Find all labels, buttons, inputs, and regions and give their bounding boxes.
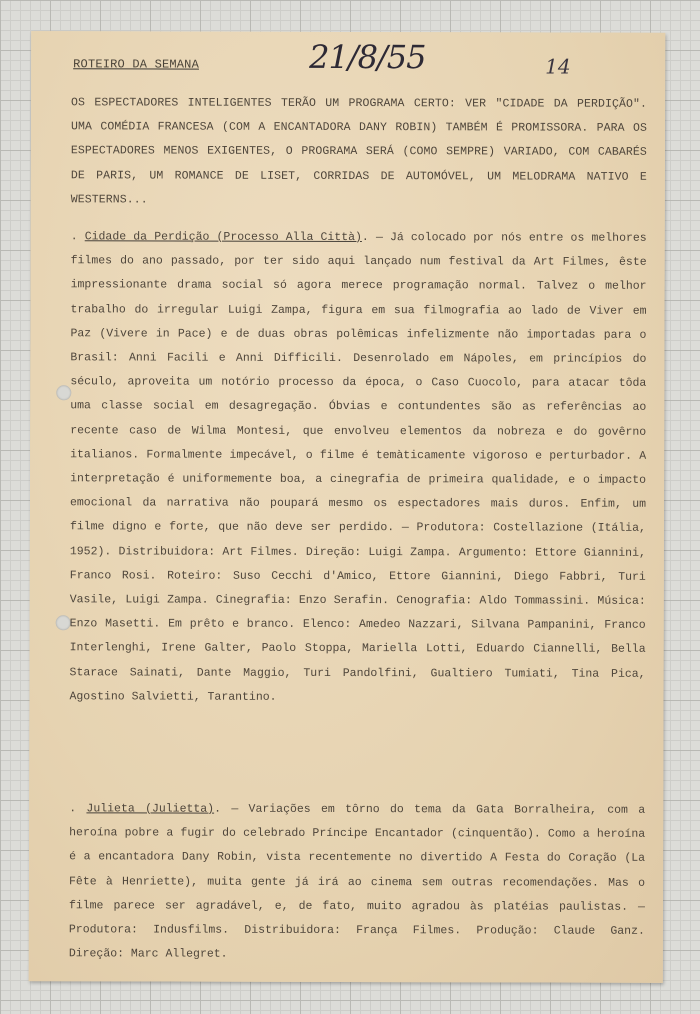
film-title: Cidade da Perdição (Processo Alla Città) <box>84 230 362 245</box>
review-paragraph: . Cidade da Perdição (Processo Alla Città). — Já colocado por nós entre os melhores filmes do ano passado, por ter sido aqui lançado num festival da Art Filmes, êste impressionante drama social só agora merece programação normal. Talvez o melhor trabalho do irregular Luigi Zampa, figura em sua filmografia ao lado de Viver em Paz (Vivere in Pace) e de duas obras polêmicas infelizmente não importadas para o Brasil: Anni Facili e Anni Difficili. Desenrolado em Nápoles, em princípios do século, aproveita um notório processo da época, o Caso Cuocolo, para atacar tôda uma classe social em desagregação. Óbvias e contundentes são as referências ao recente caso de Wilma Montesi, que envolveu elementos da nobreza e do govêrno italianos. Formalmente impecável, o filme é temàticamente vigoroso e perturbador. A interpretação é uniformemente boa, a cinegrafia de primeira qualidade, e o impacto emocional da narrativa não poupará mesmo os espectadores mais duros. Enfim, um filme digno e forte, que não deve ser perdido. — Produtora: Costellazione (Itália, 1952). Distribuidora: Art Filmes. Direção: Luigi Zampa. Argumento: Ettore Giannini, Franco Rosi. Roteiro: Suso Cecchi d'Amico, Ettore Giannini, Diego Fabbri, Turi Vasile, Luigi Zampa. Cinegrafia: Enzo Serafin. Cenografia: Aldo Tommassini. Música: Enzo Masetti. Em prêto e branco. Elenco: Amedeo Nazzari, Silvana Pampanini, Franco Interlenghi, Irene Galter, Paolo Stoppa, Mariella Lotti, Eduardo Ciannelli, Bella Starace Sainati, Dante Maggio, Turi Pandolfini, Gualtiero Tumiati, Tina Pica, Agostino Salvietti, Tarantino. <box>69 230 647 704</box>
review-body: — Já colocado por nós entre os melhores filmes do ano passado, por ter sido aqui lançado num festival da Art Filmes, êste impressionante drama social só agora merece programação normal. Talvez o melhor trabalho do irregular Luigi Zampa, figura em sua filmografia ao lado de Viver em Paz (Vivere in Pace) e de duas obras polêmicas infelizmente não importadas para o Brasil: Anni Facili e Anni Difficili. Desenrolado em Nápoles, em princípios do século, aproveita um notório processo da época, o Caso Cuocolo, para atacar tôda uma classe social em desagregação. Óbvias e contundentes são as referências ao recente caso de Wilma Montesi, que envolveu elementos da nobreza e do govêrno italianos. Formalmente impecável, o filme é temàticamente vigoroso e perturbador. A interpretação é uniformemente boa, a cinegrafia de primeira qualidade, e o impacto emocional da narrativa não poupará mesmo os espectadores mais duros. Enfim, um filme digno e forte, que não deve ser perdido. — Produtora: Costellazione (Itália, 1952). Distribuidora: Art Filmes. Direção: Luigi Zampa. Argumento: Ettore Giannini, Franco Rosi. Roteiro: Suso Cecchi d'Amico, Ettore Giannini, Diego Fabbri, Turi Vasile, Luigi Zampa. Cinegrafia: Enzo Serafin. Cenografia: Aldo Tommassini. Música: Enzo Masetti. Em prêto e branco. Elenco: Amedeo Nazzari, Silvana Pampanini, Franco Interlenghi, Irene Galter, Paolo Stoppa, Mariella Lotti, Eduardo Ciannelli, Bella Starace Sainati, Dante Maggio, Turi Pandolfini, Gualtiero Tumiati, Tina Pica, Agostino Salvietti, Tarantino. <box>69 231 647 704</box>
punch-hole <box>56 615 71 630</box>
header-title: ROTEIRO DA SEMANA <box>73 57 200 72</box>
typed-document-sheet <box>29 31 665 983</box>
handwritten-date: 21/8/55 <box>309 37 426 77</box>
handwritten-page-number: 14 <box>545 54 571 79</box>
review-paragraph: . Julieta (Julietta). — Variações em tôrno do tema da Gata Borralheira, com a heroína pobre a fugir do celebrado Príncipe Encantador (cinquentão). Como a heroína é a encantadora Dany Robin, vista recentemente no divertido A Festa do Coração (La Fête à Henriette), muita gente já irá ao cinema sem outras recomendações. Mas o filme parece ser agradável, e, de fato, muito agradou às platéias paulistas. — Produtora: Indusfilms. Distribuidora: França Filmes. Produção: Claude Ganz. Direção: Marc Allegret. <box>68 802 646 961</box>
review-body: — Variações em tôrno do tema da Gata Borralheira, com a heroína pobre a fugir do celebrado Príncipe Encantador (cinquentão). Como a heroína é a encantadora Dany Robin, vista recentemente no divertido A Festa do Coração (La Fête à Henriette), muita gente já irá ao cinema sem outras recomendações. Mas o filme parece ser agradável, e, de fato, muito agradou às platéias paulistas. — Produtora: Indusfilms. Distribuidora: França Filmes. Produção: Claude Ganz. Direção: Marc Allegret. <box>68 802 646 961</box>
film-title: Julieta (Julietta) <box>86 802 215 816</box>
punch-hole <box>56 385 71 400</box>
intro-paragraph: OS ESPECTADORES INTELIGENTES TERÃO UM PROGRAMA CERTO: VER "CIDADE DA PERDIÇÃO". UMA COMÉDIA FRANCESA (COM A ENCANTADORA DANY ROBIN) TAMBÉM É PROMISSORA. PARA OS ESPECTADORES MENOS EXIGENTES, O PROGRAMA SERÁ (COMO SEMPRE) VARIADO, COM CABARÉS DE PARIS, UM ROMANCE DE LISET, CORRIDAS DE AUTOMÓVEL, UM MELODRAMA NATIVO E WESTERNS... <box>70 96 648 207</box>
